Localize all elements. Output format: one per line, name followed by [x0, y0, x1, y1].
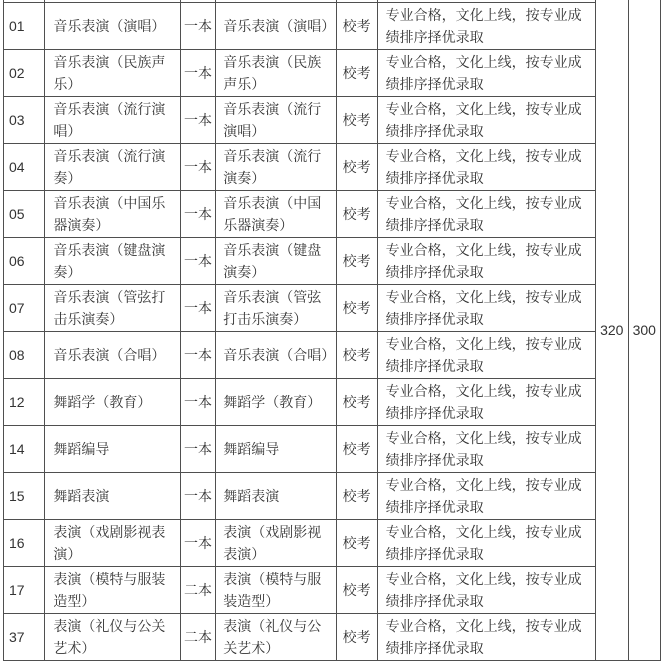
major-name-cell: 音乐表演（中国乐器演奏） [45, 191, 180, 238]
table-row [4, 332, 661, 379]
major-name-repeat-cell: 表演（礼仪与公关艺术） [216, 614, 336, 661]
row-number-cell: 14 [4, 426, 45, 473]
batch-cell: 一本 [180, 520, 216, 567]
table-row [4, 3, 661, 50]
batch-cell: 一本 [180, 379, 216, 426]
batch-cell: 一本 [180, 97, 216, 144]
major-name-repeat-cell: 音乐表演（键盘演奏） [216, 238, 336, 285]
table-row [4, 285, 661, 332]
admission-rule-cell: 专业合格，文化上线，按专业成绩排序择优录取 [377, 238, 596, 285]
merged-score-cell-left: 320 [596, 0, 628, 661]
batch-cell: 二本 [180, 567, 216, 614]
batch-cell: 一本 [180, 426, 216, 473]
major-name-repeat-cell: 表演（模特与服装造型） [216, 567, 336, 614]
major-name-cell: 音乐表演（键盘演奏） [45, 238, 180, 285]
batch-cell: 一本 [180, 50, 216, 97]
batch-cell: 一本 [180, 332, 216, 379]
admission-rule-cell: 专业合格，文化上线，按专业成绩排序择优录取 [377, 144, 596, 191]
major-name-repeat-cell: 音乐表演（民族声乐） [216, 50, 336, 97]
exam-type-cell: 校考 [336, 144, 377, 191]
table-row [4, 144, 661, 191]
major-name-cell: 音乐表演（流行演唱） [45, 97, 180, 144]
admission-rule-cell: 专业合格，文化上线，按专业成绩排序择优录取 [377, 379, 596, 426]
major-name-repeat-cell: 舞蹈学（教育） [216, 379, 336, 426]
row-number-cell: 17 [4, 567, 45, 614]
table-row [4, 614, 661, 661]
exam-type-cell: 校考 [336, 332, 377, 379]
major-name-repeat-cell: 音乐表演（合唱） [216, 332, 336, 379]
row-number-cell: 12 [4, 379, 45, 426]
row-number-cell: 15 [4, 473, 45, 520]
table-row [4, 520, 661, 567]
admission-rule-cell: 专业合格，文化上线，按专业成绩排序择优录取 [377, 332, 596, 379]
table-row [4, 567, 661, 614]
major-name-repeat-cell: 音乐表演（流行演奏） [216, 144, 336, 191]
major-name-repeat-cell: 舞蹈表演 [216, 473, 336, 520]
major-name-cell: 音乐表演（演唱） [45, 3, 180, 50]
major-name-cell: 音乐表演（合唱） [45, 332, 180, 379]
batch-cell: 一本 [180, 285, 216, 332]
exam-type-cell: 校考 [336, 3, 377, 50]
major-name-cell: 音乐表演（民族声乐） [45, 50, 180, 97]
table-row [4, 473, 661, 520]
admission-rule-cell: 专业合格，文化上线，按专业成绩排序择优录取 [377, 97, 596, 144]
row-number-cell: 37 [4, 614, 45, 661]
exam-type-cell: 校考 [336, 191, 377, 238]
row-number-cell: 16 [4, 520, 45, 567]
batch-cell: 一本 [180, 473, 216, 520]
major-name-cell: 舞蹈表演 [45, 473, 180, 520]
row-number-cell: 06 [4, 238, 45, 285]
batch-cell: 一本 [180, 144, 216, 191]
row-number-cell: 01 [4, 3, 45, 50]
admission-rule-cell: 专业合格，文化上线，按专业成绩排序择优录取 [377, 614, 596, 661]
admission-rule-cell: 专业合格，文化上线，按专业成绩排序择优录取 [377, 3, 596, 50]
major-name-repeat-cell: 音乐表演（中国乐器演奏） [216, 191, 336, 238]
table-row [4, 238, 661, 285]
batch-cell: 一本 [180, 191, 216, 238]
major-name-repeat-cell: 表演（戏剧影视表演） [216, 520, 336, 567]
exam-type-cell: 校考 [336, 97, 377, 144]
exam-type-cell: 校考 [336, 285, 377, 332]
major-name-cell: 音乐表演（管弦打击乐演奏） [45, 285, 180, 332]
batch-cell: 二本 [180, 614, 216, 661]
admission-rule-cell: 专业合格，文化上线，按专业成绩排序择优录取 [377, 567, 596, 614]
row-number-cell: 08 [4, 332, 45, 379]
exam-type-cell: 校考 [336, 473, 377, 520]
admission-rule-cell: 专业合格，文化上线，按专业成绩排序择优录取 [377, 50, 596, 97]
admission-table [3, 0, 661, 661]
major-name-repeat-cell: 音乐表演（演唱） [216, 3, 336, 50]
major-name-cell: 舞蹈编导 [45, 426, 180, 473]
admission-rule-cell: 专业合格，文化上线，按专业成绩排序择优录取 [377, 520, 596, 567]
row-number-cell: 02 [4, 50, 45, 97]
major-name-repeat-cell: 舞蹈编导 [216, 426, 336, 473]
table-row [4, 50, 661, 97]
batch-cell: 一本 [180, 238, 216, 285]
major-name-repeat-cell: 音乐表演（流行演唱） [216, 97, 336, 144]
exam-type-cell: 校考 [336, 426, 377, 473]
major-name-cell: 音乐表演（流行演奏） [45, 144, 180, 191]
exam-type-cell: 校考 [336, 520, 377, 567]
table-row [4, 97, 661, 144]
admission-rule-cell: 专业合格，文化上线，按专业成绩排序择优录取 [377, 285, 596, 332]
exam-type-cell: 校考 [336, 567, 377, 614]
table-row [4, 379, 661, 426]
admission-rule-cell: 专业合格，文化上线，按专业成绩排序择优录取 [377, 426, 596, 473]
major-name-cell: 舞蹈学（教育） [45, 379, 180, 426]
major-name-cell: 表演（模特与服装造型） [45, 567, 180, 614]
admission-rule-cell: 专业合格，文化上线，按专业成绩排序择优录取 [377, 191, 596, 238]
row-number-cell: 05 [4, 191, 45, 238]
exam-type-cell: 校考 [336, 614, 377, 661]
merged-score-cell-right: 300 [628, 0, 661, 661]
row-number-cell: 07 [4, 285, 45, 332]
row-number-cell: 04 [4, 144, 45, 191]
exam-type-cell: 校考 [336, 50, 377, 97]
admission-rule-cell: 专业合格，文化上线，按专业成绩排序择优录取 [377, 473, 596, 520]
row-number-cell: 03 [4, 97, 45, 144]
table-row [4, 426, 661, 473]
major-name-repeat-cell: 音乐表演（管弦打击乐演奏） [216, 285, 336, 332]
major-name-cell: 表演（戏剧影视表演） [45, 520, 180, 567]
exam-type-cell: 校考 [336, 238, 377, 285]
exam-type-cell: 校考 [336, 379, 377, 426]
batch-cell: 一本 [180, 3, 216, 50]
major-name-cell: 表演（礼仪与公关艺术） [45, 614, 180, 661]
table-row [4, 191, 661, 238]
